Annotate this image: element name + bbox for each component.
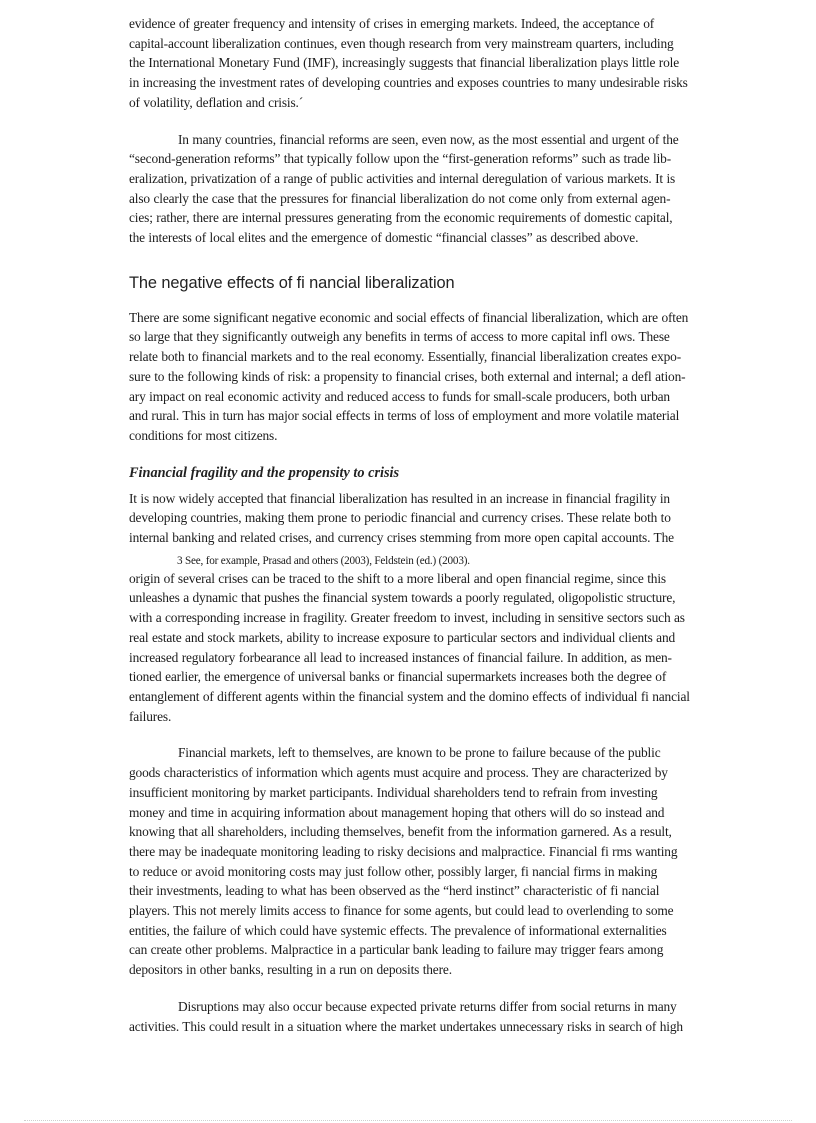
subsection-heading: Financial fragility and the propensity to crisis <box>129 464 400 481</box>
text-line: the interests of local elites and the emergence of domestic “financial classes” as described above. <box>129 230 639 246</box>
text-line: evidence of greater frequency and intensity of crises in emerging markets. Indeed, the acceptance of <box>129 16 655 31</box>
text-line: developing countries, making them prone to periodic financial and currency crises. These relate both to <box>129 510 671 526</box>
paragraph-financial-reforms <box>129 130 755 248</box>
text-line: In many countries, financial reforms are seen, even now, as the most essential and urgent of the <box>178 131 679 147</box>
text-line: entities, the failure of which could have systemic effects. The prevalence of informational externalities <box>129 922 667 938</box>
text-line: depositors in other banks, resulting in a run on deposits there. <box>129 962 452 978</box>
text-line: failures. <box>129 708 172 724</box>
paragraph-market-failure <box>129 743 755 979</box>
text-line: and rural. This in turn has major social effects in terms of loss of employment and more volatile material <box>129 408 680 424</box>
text-line: ary impact on real economic activity and reduced access to funds for small-scale producers, both urban <box>129 388 670 404</box>
text-line: entanglement of different agents within the financial system and the domino effects of individual fi nancial <box>129 688 690 704</box>
paragraph-disruptions <box>129 997 755 1036</box>
footnote: 3 See, for example, Prasad and others (2003), Feldstein (ed.) (2003). <box>177 554 470 567</box>
text-line: It is now widely accepted that financial liberalization has resulted in an increase in financial fragility in <box>129 490 670 506</box>
text-line: internal banking and related crises, and currency crises stemming from more open capital accounts. The <box>129 530 674 546</box>
text-line: knowing that all shareholders, including themselves, benefit from the information garnered. As a result, <box>129 824 672 840</box>
text-line: Financial markets, left to themselves, are known to be prone to failure because of the public <box>178 745 661 761</box>
text-line: in increasing the investment rates of developing countries and exposes countries to many undesirable risks <box>129 75 688 91</box>
text-line: “second-generation reforms” that typically follow upon the “first-generation reforms” such as trade lib- <box>129 151 672 167</box>
text-line: increased regulatory forbearance all lead to increased instances of financial failure. In addition, as men- <box>129 649 672 665</box>
text-line: the International Monetary Fund (IMF), increasingly suggests that financial liberalization plays little role <box>129 55 680 71</box>
text-line: to reduce or avoid monitoring costs may just follow other, possibly larger, fi nancial firms in making <box>129 863 658 879</box>
text-line: of volatility, deflation and crisis.´ <box>129 94 304 110</box>
text-line: There are some significant negative economic and social effects of financial liberalization, which are often <box>129 309 689 325</box>
text-line: money and time in acquiring information about management hoping that others will do so instead and <box>129 804 665 820</box>
text-line: their investments, leading to what has been observed as the “herd instinct” characteristic of fi nancial <box>129 883 660 899</box>
text-line: tioned earlier, the emergence of universal banks or financial supermarkets increases both the degree of <box>129 669 667 685</box>
text-line: so large that they significantly outweigh any benefits in terms of access to more capital infl ows. These <box>129 329 670 345</box>
text-line: there may be inadequate monitoring leading to risky decisions and malpractice. Financial fi rms wanting <box>129 843 678 859</box>
document-page <box>129 14 755 1036</box>
paragraph-negative-effects <box>129 308 755 446</box>
text-line: with a corresponding increase in fragility. Greater freedom to invest, including in sensitive sectors such as <box>129 610 685 626</box>
text-line: goods characteristics of information which agents must acquire and process. They are characterized by <box>129 765 668 781</box>
text-line: cies; rather, there are internal pressures generating from the economic requirements of domestic capital, <box>129 210 673 226</box>
paragraph-crisis-origin <box>129 569 755 727</box>
paragraph-crisis-evidence <box>129 14 755 113</box>
text-line: activities. This could result in a situation where the market undertakes unnecessary risks in search of high <box>129 1018 683 1034</box>
text-line: relate both to financial markets and to the real economy. Essentially, financial liberalization creates expo- <box>129 349 682 365</box>
paragraph-financial-fragility <box>129 489 755 548</box>
page-bottom-divider <box>24 1120 792 1121</box>
text-line: also clearly the case that the pressures for financial liberalization do not come only from external agen- <box>129 190 671 206</box>
text-line: insufficient monitoring by market participants. Individual shareholders tend to refrain from investing <box>129 784 658 800</box>
text-line: can create other problems. Malpractice in a particular bank leading to failure may trigger fears among <box>129 942 664 958</box>
text-line: origin of several crises can be traced to the shift to a more liberal and open financial regime, since this <box>129 570 666 586</box>
text-line: sure to the following kinds of risk: a propensity to financial crises, both external and internal; a defl ation- <box>129 368 686 384</box>
text-line: eralization, privatization of a range of public activities and internal deregulation of various markets. It is <box>129 170 676 186</box>
text-line: real estate and stock markets, ability to increase exposure to particular sectors and individual clients and <box>129 629 676 645</box>
text-line: unleashes a dynamic that pushes the financial system towards a poorly regulated, oligopolistic structure, <box>129 590 676 606</box>
text-line: Disruptions may also occur because expected private returns differ from social returns in many <box>178 998 677 1014</box>
text-line: capital-account liberalization continues, even though research from very mainstream quarters, including <box>129 35 674 51</box>
section-heading: The negative effects of fi nancial liberalization <box>129 273 455 292</box>
text-line: players. This not merely limits access to finance for some agents, but could lead to overlending to some <box>129 903 674 919</box>
text-line: conditions for most citizens. <box>129 427 278 443</box>
